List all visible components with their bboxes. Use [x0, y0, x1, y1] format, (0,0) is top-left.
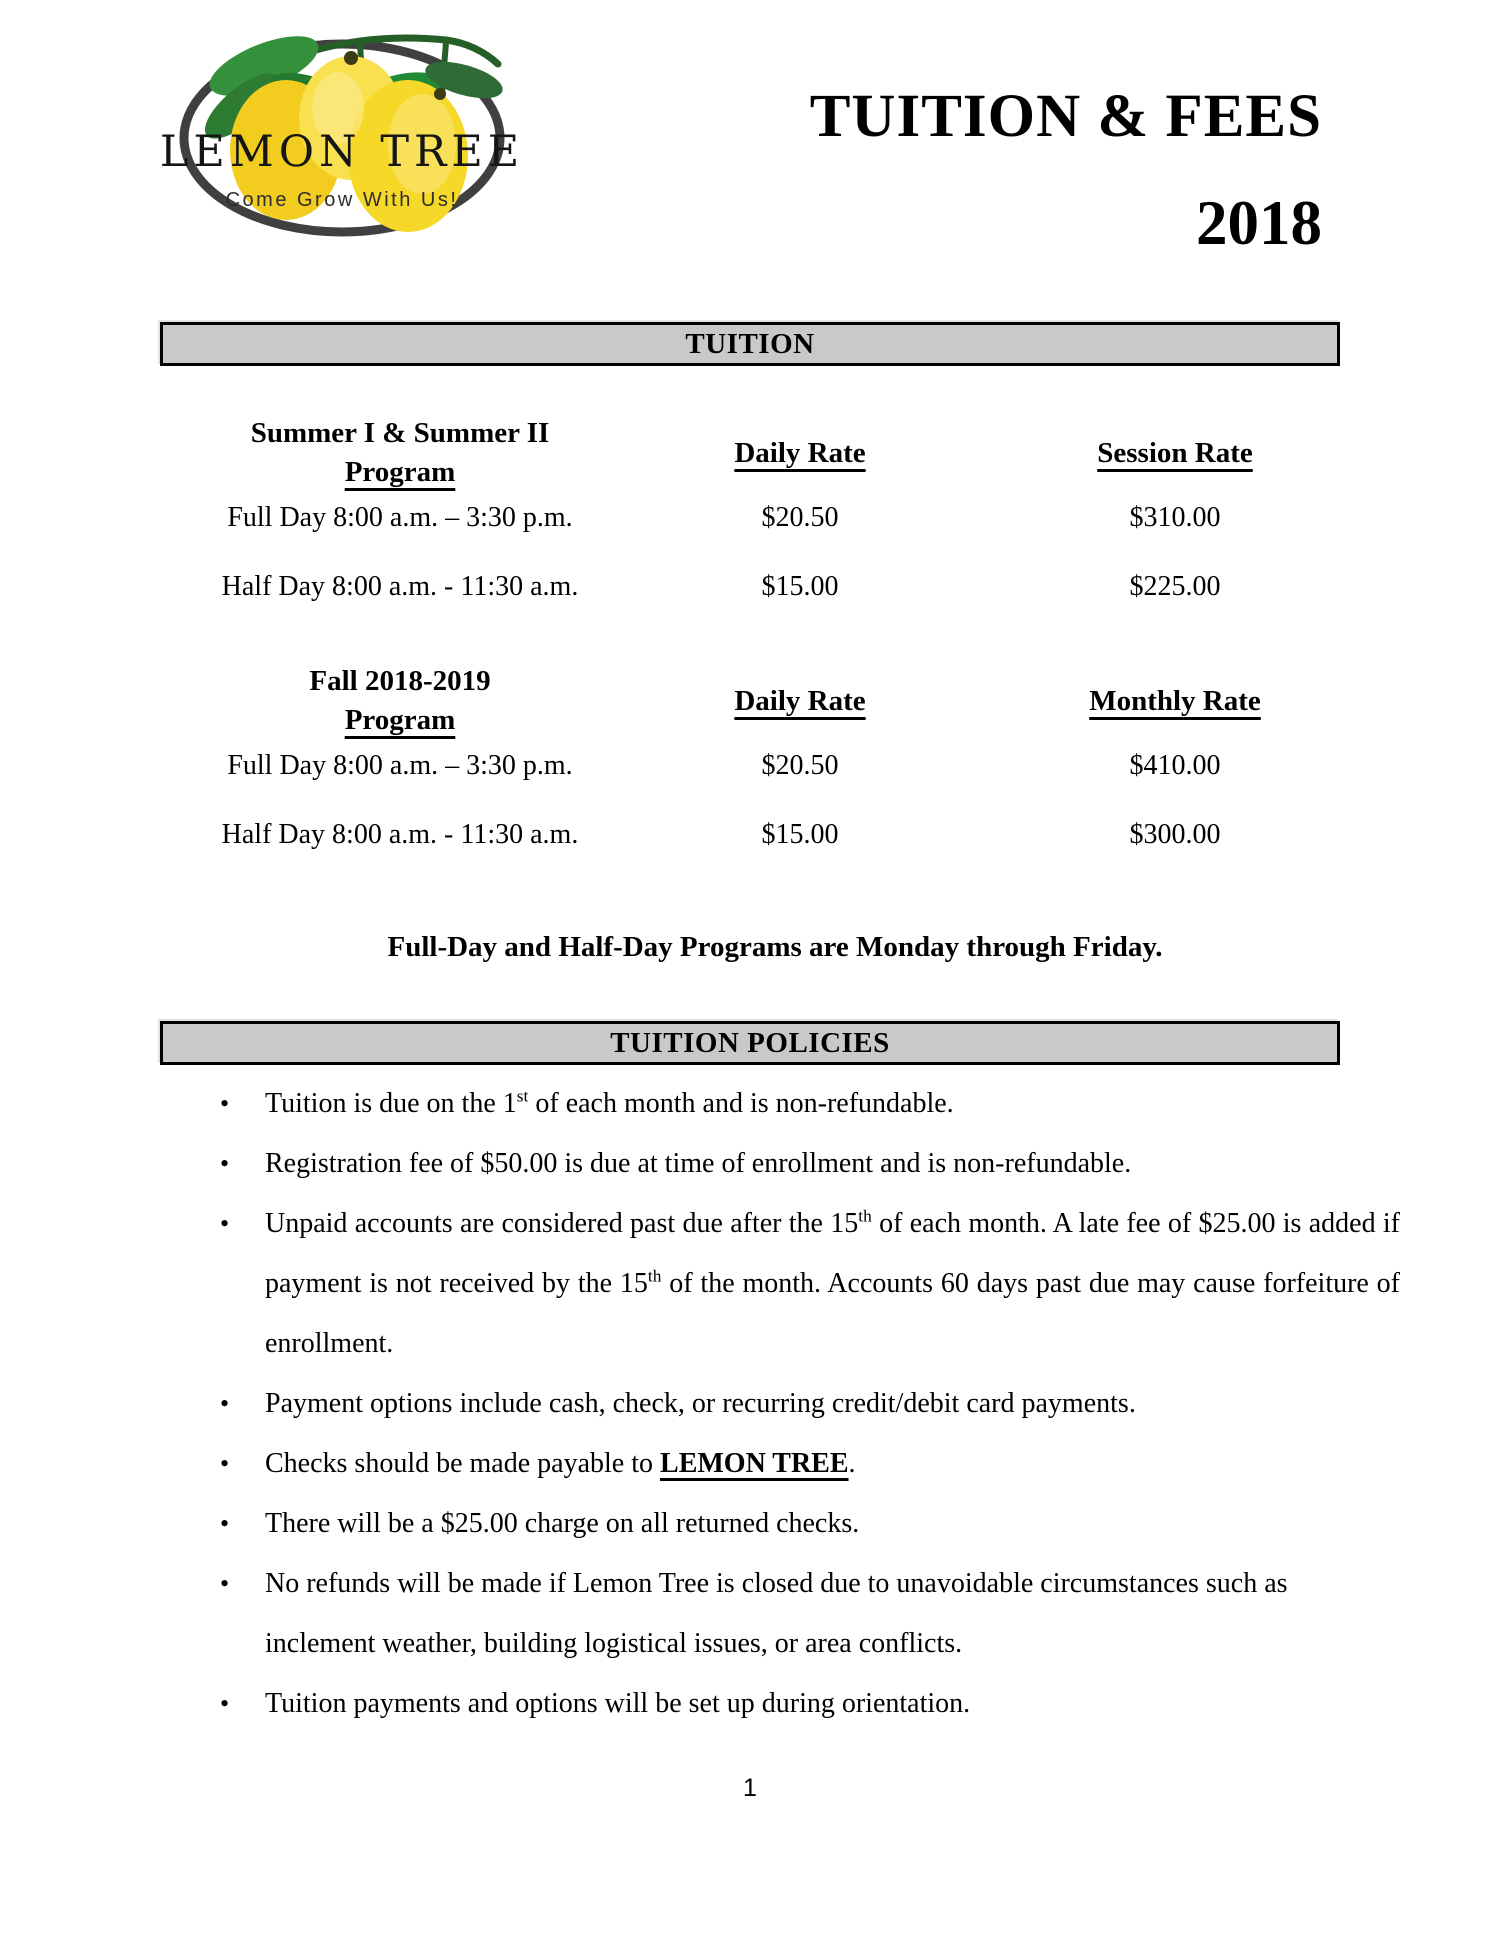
policy-text-segment: Unpaid accounts are considered past due after the 15	[265, 1208, 859, 1239]
fall-daily-rate-header: Daily Rate	[734, 684, 866, 717]
daily-rate-cell: $20.50	[761, 502, 839, 533]
document-title	[810, 84, 1322, 256]
summer-daily-rate-header: Daily Rate	[734, 436, 866, 469]
fall-program-header	[150, 662, 650, 740]
policy-text-segment: th	[647, 1266, 662, 1286]
daily-rate-cell: $15.00	[761, 819, 839, 850]
table-row	[150, 750, 1400, 782]
policy-text-segment: .	[848, 1448, 856, 1479]
policy-text-segment: Tuition is due on the 1	[265, 1088, 517, 1119]
policy-text-segment: Payment options include cash, check, or recurring credit/debit card payments.	[265, 1388, 1136, 1419]
policy-bullet-item	[150, 1074, 1402, 1134]
fall-program-subtitle: Program	[344, 704, 456, 736]
title-line-1: TUITION & FEES	[809, 83, 1322, 150]
tuition-section-header: TUITION	[160, 322, 1340, 366]
policy-text-segment: No refunds will be made if Lemon Tree is closed due to unavoidable circumstances such as inclement weather, building logistical issues, or area conflicts.	[265, 1568, 1288, 1659]
summer-program-subtitle: Program	[344, 456, 456, 488]
policy-bullet-item	[150, 1494, 1402, 1554]
tuition-policies-section-header: TUITION POLICIES	[160, 1021, 1340, 1065]
summer-session-rate-header: Session Rate	[1097, 436, 1253, 469]
logo-tagline: Come Grow With Us!	[225, 189, 459, 211]
summer-program-header	[150, 414, 650, 492]
policy-text-segment: There will be a $25.00 charge on all returned checks.	[265, 1508, 860, 1539]
program-cell: Full Day 8:00 a.m. – 3:30 p.m.	[227, 750, 573, 781]
fall-rate-table	[150, 662, 1400, 851]
policy-bullet-item	[150, 1134, 1402, 1194]
summer-program-title: Summer I & Summer II	[250, 417, 550, 449]
title-line-2: 2018	[1196, 188, 1322, 258]
policy-text-segment: th	[858, 1206, 872, 1226]
monthly-rate-cell: $410.00	[1129, 750, 1221, 781]
monthly-rate-cell: $300.00	[1129, 819, 1221, 850]
policy-bullet-item	[150, 1674, 1402, 1734]
session-rate-cell: $225.00	[1129, 571, 1221, 602]
policy-bullet-item	[150, 1554, 1402, 1674]
table-row	[150, 571, 1400, 603]
page-number: 1	[743, 1774, 757, 1802]
policy-bullet-item	[150, 1434, 1402, 1494]
policy-bullet-item	[150, 1374, 1402, 1434]
daily-rate-cell: $20.50	[761, 750, 839, 781]
lemon-tree-logo	[146, 14, 536, 238]
policy-text-segment: of the month. Accounts 60 days past due may cause forfeiture of enrollment.	[265, 1268, 1401, 1359]
policy-text-segment: Registration fee of $50.00 is due at time of enrollment and is non-refundable.	[265, 1148, 1132, 1179]
policy-text-segment: Checks should be made payable to	[265, 1448, 661, 1479]
lemon-tree-logo-graphic	[146, 14, 536, 238]
program-cell: Half Day 8:00 a.m. - 11:30 a.m.	[221, 819, 579, 850]
summer-rate-table	[150, 414, 1400, 603]
policy-text-segment: Tuition payments and options will be set up during orientation.	[265, 1688, 971, 1719]
policy-text-segment: of each month. A late fee of $25.00 is added if payment is not received by the 15	[265, 1208, 1400, 1299]
policy-text-segment: st	[516, 1086, 529, 1106]
program-cell: Half Day 8:00 a.m. - 11:30 a.m.	[221, 571, 579, 602]
fall-monthly-rate-header: Monthly Rate	[1089, 684, 1261, 717]
policy-bullet-item	[150, 1194, 1402, 1374]
session-rate-cell: $310.00	[1129, 502, 1221, 533]
table-row	[150, 502, 1400, 534]
daily-rate-cell: $15.00	[761, 571, 839, 602]
fall-program-title: Fall 2018-2019	[309, 665, 491, 697]
tuition-policies-list	[150, 1074, 1402, 1734]
table-row	[150, 819, 1400, 851]
fall-table-header-row	[150, 662, 1400, 740]
program-cell: Full Day 8:00 a.m. – 3:30 p.m.	[227, 502, 573, 533]
logo-wordmark: LEMON TREE	[159, 127, 525, 177]
summer-table-header-row	[150, 414, 1400, 492]
policy-text-segment: of each month and is non-refundable.	[528, 1088, 954, 1119]
weekday-programs-note: Full-Day and Half-Day Programs are Monday through Friday.	[387, 931, 1163, 963]
policy-text-segment: LEMON TREE	[660, 1448, 849, 1479]
